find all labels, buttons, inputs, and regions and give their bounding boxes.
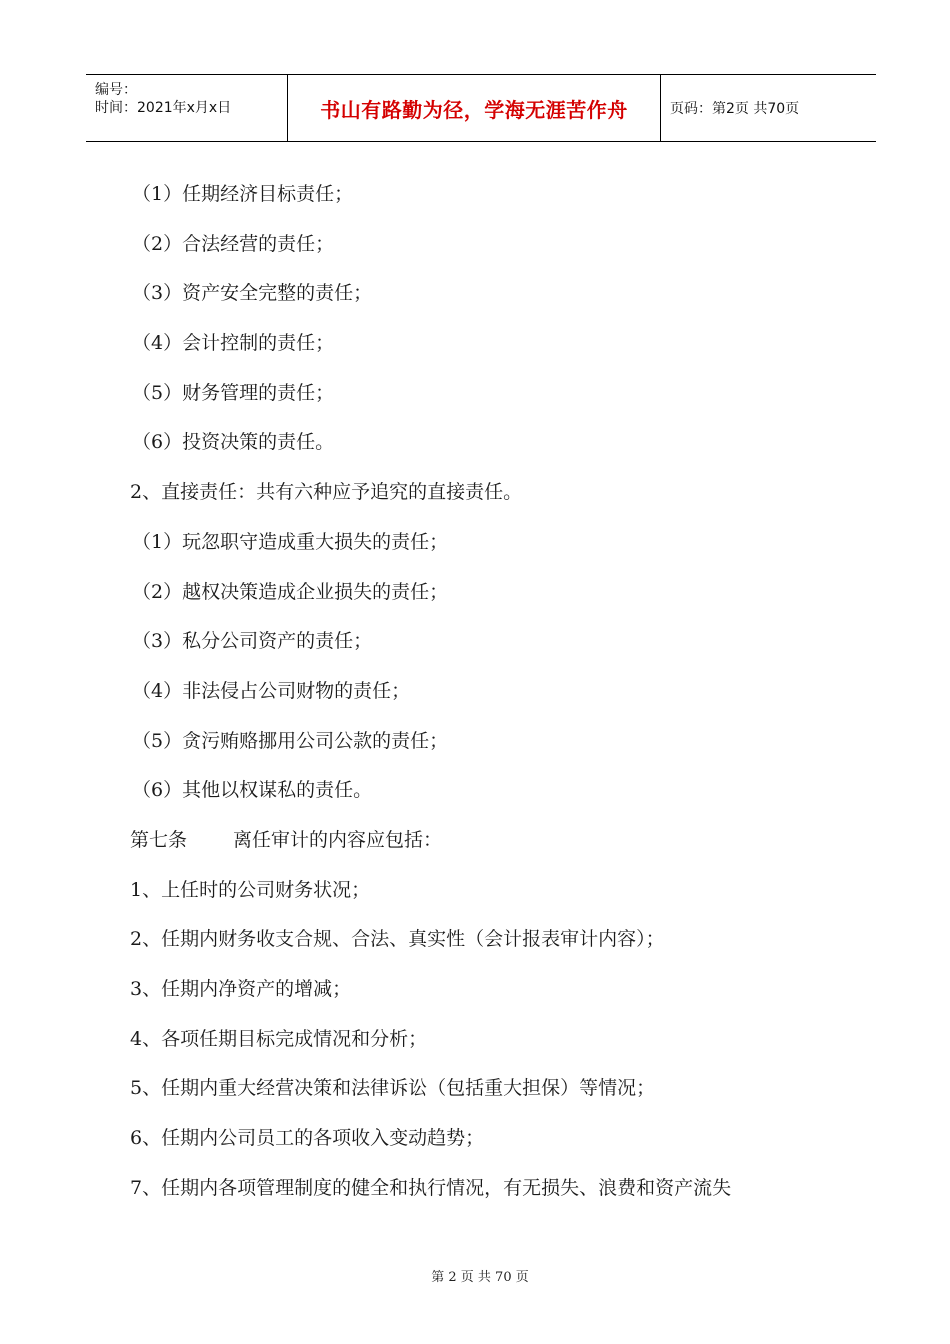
header-motto: 书山有路勤为径，学海无涯苦作舟 (320, 97, 628, 122)
list-item: 2、任期内财务收支合规、合法、真实性（会计报表审计内容）； (130, 928, 665, 951)
article-number: 第七条 (130, 828, 188, 851)
header-meta (86, 75, 288, 141)
body-line: （1）玩忽职守造成重大损失的责任； (132, 530, 449, 553)
body-line: 2、直接责任：共有六种应予追究的直接责任。 (130, 481, 523, 504)
article-title: 离任审计的内容应包括： (233, 828, 443, 851)
body-line: （3）私分公司资产的责任； (132, 630, 373, 653)
list-item: 6、任期内公司员工的各项收入变动趋势； (130, 1127, 485, 1150)
body-line: （6）其他以权谋私的责任。 (132, 779, 373, 802)
body-line: （1）任期经济目标责任； (132, 183, 354, 205)
body-line: （4）非法侵占公司财物的责任； (132, 679, 411, 702)
list-item: 7、任期内各项管理制度的健全和执行情况，有无损失、浪费和资产流失 (130, 1176, 732, 1199)
page-footer: 第 2 页 共 70 页 (431, 1270, 529, 1285)
header-page-label: 页码：第2页 共70页 (670, 101, 800, 117)
header-page-cell (661, 75, 876, 141)
article-heading (130, 818, 850, 868)
document-body (130, 172, 850, 1215)
list-item: 3、任期内净资产的增减； (130, 978, 352, 1000)
list-item: 4、各项任期目标完成情况和分析； (130, 1027, 428, 1050)
body-line: （5）贪污贿赂挪用公司公款的责任； (132, 729, 449, 752)
list-item: 5、任期内重大经营决策和法律诉讼（包括重大担保）等情况； (130, 1077, 656, 1100)
document-header (86, 74, 876, 142)
body-line: （2）合法经营的责任； (132, 232, 335, 255)
list-item: 1、上任时的公司财务状况； (130, 878, 371, 901)
body-line: （3）资产安全完整的责任； (132, 282, 373, 305)
document-time-label: 时间：2021年x月x日 (95, 100, 232, 116)
body-line: （2）越权决策造成企业损失的责任； (132, 580, 449, 603)
document-number-label: 编号： (95, 82, 137, 98)
header-motto-cell (288, 75, 661, 141)
body-line: （5）财务管理的责任； (132, 381, 335, 404)
body-line: （6）投资决策的责任。 (132, 431, 335, 454)
body-line: （4）会计控制的责任； (132, 332, 335, 355)
